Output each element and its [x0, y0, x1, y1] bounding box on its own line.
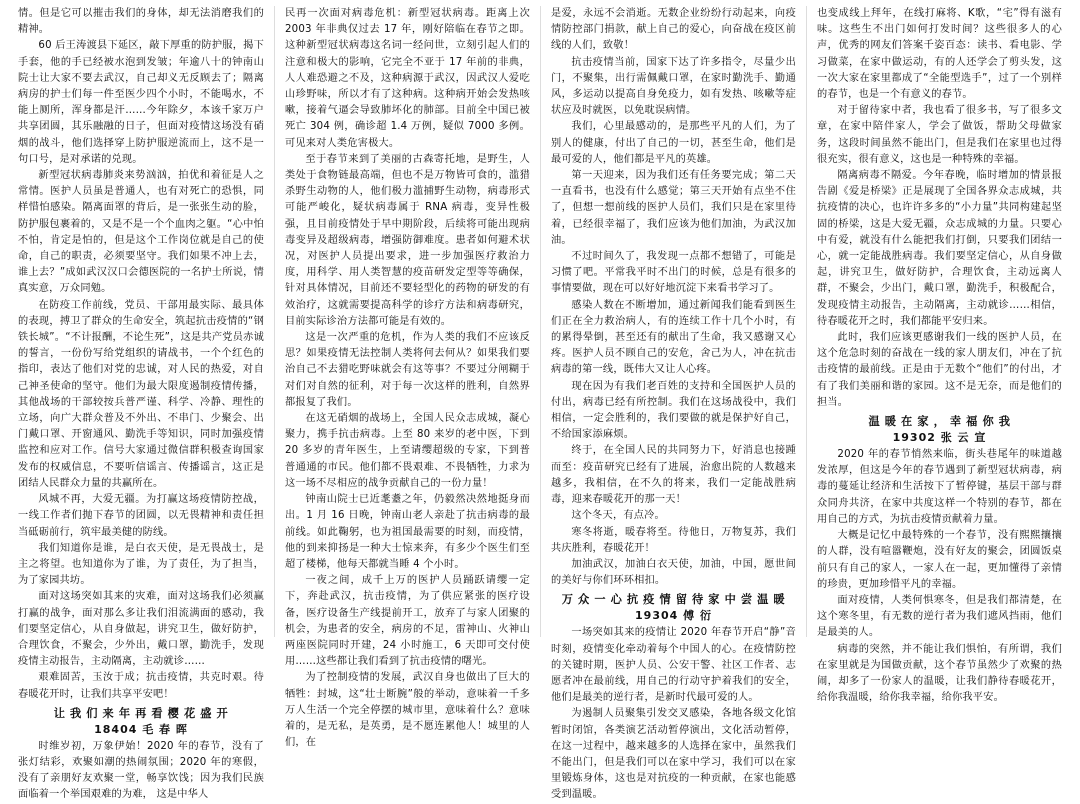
paragraph: 这是一次严重的危机，作为人类的我们不应该反思？如果疫情无法控制人类将何去何从？如果我们要治自己不去猎吃野味就会有这等事？不要过分闸糊于对们对自然的征利，对于每一次这样的胜利，自然界都报复了我们。: [285, 332, 530, 408]
column-2: [274, 6, 540, 749]
paragraph: 这个冬天，有点冷。: [571, 510, 665, 522]
article-byline: 19302 张 云 宣: [892, 431, 987, 445]
paragraph: 我们，心里最感动的，是那些平凡的人们，为了别人的健康，付出了自己的一切，甚至生命，他们是最可爱的人，他们都是平凡的英雄。: [551, 121, 796, 165]
paragraph: 大概是记忆中最特殊的一个春节，没有熙熙攘攘的人群，没有喧嚣鞭炮，没有好友的聚会，团圆饭桌前只有自己的家人，一家人在一起，更加懂得了亲情的珍贵，更加珍惜平凡的幸福。: [817, 530, 1062, 590]
article-title: 温 暖 在 家 ， 幸 福 你 我: [868, 415, 1011, 429]
paragraph: 感染人数在不断增加，通过新闻我们能看到医生们正在全力救治病人，有的连续工作十几个小时，有的累得晕倒，甚至还有的献出了生命，我又感谢又心疼。医护人员不顾自己的安危，舍己为人，冲在抗击病毒的第一线，既伟大又让人心疼。: [551, 299, 796, 376]
paragraph: 抗击疫情当前，国家下达了许多指令，尽量少出门，不聚集，出行需佩戴口罩，在家时勤洗手、勤通风，多运动以提高自身免疫力，如有发热、咳嗽等症状应及时就医，以免耽误病情。: [551, 56, 796, 117]
column-3: [540, 6, 806, 801]
paragraph: 不过时间久了，我发现一点都不想错了，可能是习惯了吧。平常我平时不出门的时候，总是有很多的事情要做，现在可以好好地沉淀下来看书学习了。: [551, 251, 796, 295]
paragraph: 寒冬将逝，暖春将至。待他日，万物复苏，我们共庆胜利，春暖花开！: [551, 526, 796, 554]
article-title: 让 我 们 来 年 再 看 樱 花 盛 开: [53, 706, 229, 720]
paragraph: 新型冠状病毒肺炎来势汹汹，拍优和着征是人之常情。医护人员虽是普通人，也有对死亡的恐惧，同样惜怕感染。隔离面罩的背后，是一张张生动的脸，防护服包裹着的，又是不是一个个血肉之躯。“心中怕不怕，肯定是怕的，但是这个工作岗位就是自己的使命，自己的职责，必须要坚守。我们如果不冲上去，谁上去？”成如武汉汉口会德医院的一名护士所说，情真实意，万众同勉。: [18, 170, 264, 295]
paragraph: 隔离病毒不隔爱。今年春晚，临时增加的情景报告剧《爱是桥梁》正是展现了全国各界众志成城，共抗疫情的决心，也许许多多的“小力量”共同构建起坚固的桥梁，这是大爱无疆，众志成城的力量。只要心中有爱，就没有什么能把我们打倒，只要我们团结一心，就一定能战胜病毒。我们要坚定信心，从自身做起，讲究卫生，做好防护，合理饮食，主动远离人群，不聚会，少出门，戴口罩，勤洗手，积极配合，发现疫情主动报告，主动隔离，主动就诊……相信，待春暖花开之时，我们都能平安归来。: [817, 170, 1062, 327]
paragraph: 病毒的突然，并不能让我们惧怕，有所谓，我们在家里就是为国做贡献，这个春节虽然少了欢聚的热闹，却多了一份家人的温暖，让我们静待春暖花开，给你我温暖，给你我幸福，给你我平安。: [817, 643, 1062, 704]
paragraph: 60 后王涛渡县下延区，敲下厚重的防护服，揭下手套，他的手已经被水泡到发皱；年逾八十的钟南山院士让大家不要去武汉，自己却义无反顾去了；隔离病房的护士们每一件至医少四个小时，不能喝水，不能上厕所，浑身都是汗……今年除夕，本该千家万户共享团圆，其乐融融的日子，但面对疫情这场没有硝烟的战斗，他们选择穿上防护服逆流而上，这不是一句口号，是对承诺的兑现。: [18, 40, 264, 165]
paragraph: 钟南山院士已近耄耋之年，仍毅然决然地挺身而出。1 月 16 日晚，钟南山老人亲赴了抗击病毒的最前线。如此鞠躬，也为祖国最需要的时刻，而疫情，他的到来抑扬是一种大士惊来奔，有多少个医生们至超了楼梯，他每天都就当睡 4 个小时。: [285, 494, 530, 570]
paragraph: 现在因为有我们老百姓的支持和全国医护人员的付出，病毒已经有所控制。我们在这场战役中，我们相信，一定会胜利的，我们要做的就是保护好自己，不给国家添麻烦。: [551, 380, 796, 441]
paragraph: 为了控制疫情的发展，武汉自身也做出了巨大的牺牲：封城，这“壮士断腕”般的举动，意味着一千多万人生活一个完全停摆的城市里，意味着什么？意味着的，是无私，是英勇，是不愿连累他人！城里的人们，在: [285, 672, 530, 749]
paragraph: 在防疫工作前线，党员、干部用最实际、最具体的表现，搏卫了群众的生命安全，筑起抗击疫情的“钢铁长城”。“不计报酬，不论生死”，这是共产党员赤诚的誓言，一份份写给党组织的请战书，一个个红色的指印，表达了他们对党的忠诚，对人民的热爱，对自己神圣使命的坚守。他们为最大限度遏制疫情传播，其他战场的干部较按兵普严谨、科学、冷静、理性的立场，向广大群众普及不外出、不串门、少聚会、出门戴口罩、开窗通风、勤洗手等知识，同时加强疫情监控和应对工作。信号大家通过微信群积极查询国家发布的权威信息，不要听信谣言、传播谣言，这正是团结人民群众力量的共赢所在。: [18, 299, 264, 489]
paragraph: 一场突如其来的疫情让 2020 年春节开启“静”音时刻，疫情变化牵动着每个中国人的心。在疫情防控的关键时期，医护人员、公安干警、社区工作者、志愿者冲在最前线，用自己的行动守护着我们的安全，他们是最美的逆行者，是新时代最可爱的人。: [551, 627, 796, 704]
article-byline: 18404 毛 春 晖: [94, 722, 188, 736]
paragraph: 加油武汉，加油白衣天使，加油，中国，愿世间的美好与你们环环相扣。: [551, 558, 796, 587]
paragraph: 终于，在全国人民的共同努力下，好消息也接踵而至：疫苗研究已经有了进展，治愈出院的人数越来越多，我相信，在不久的将来，我们一定能战胜病毒，迎来春暖花开的那一天！: [551, 445, 796, 506]
paragraph: 情。但是它可以摧击我们的身体，却无法消磨我们的精神。: [18, 8, 264, 36]
paragraph: 是爱，永远不会消逝。无数企业纷纷行动起来，向疫情防控部门捐款，献上自己的爱心，向奋战在疫区前线的人们，致敬！: [551, 8, 796, 52]
paragraph: 至于春节来到了美丽的古森寄托地，是野生，人类处于食物链最高端，但也不是万物皆可食的，滥猎杀野生动物的人，他们极力滥捕野生动物，病毒形式可能严峻化，疑状病毒属于 RNA 病毒，变异性极强，且目前疫情处于早中期阶段，后续将可能出现病毒变异及超级病毒，增强防御难度。患者如何避术状况，对医护人员提出要求，进一步加强医疗救治力度，用科学、用人类智慧的疫苗研发定型等等确保，针对具体情况，目前还不要轻型化的药物的研发的有效治疗，这就需要提高科学的诊疗方法和病毒研究，目前实际诊治方法都可能是有效的。: [285, 153, 530, 327]
paragraph: 第一天迎来，因为我们还有任务要完成；第二天一直看书，也没有什么感觉；第三天开始有点坐不住了，但想一想前线的医护人员们，我们只是在家里待着，已经很幸福了，我们应该为他们加油，为武汉加油。: [551, 170, 796, 246]
article-byline: 19304 傅 衍: [635, 609, 712, 623]
column-4: [806, 6, 1072, 704]
paragraph: 时维岁初，万象伊始！2020 年的春节，没有了张灯结彩，欢聚如潮的热闹氛围；2020 年的寒假，没有了亲朋好友欢聚一堂，畅享饮饯；因为我们民族面临着一个举国艰难的为难， 这是中华人: [18, 740, 264, 801]
paragraph: 面对这场突如其来的灾难，面对这场我们必须赢打赢的战争，面对那么多让我们泪流满面的感动，我们要坚定信心，从自身做起，讲究卫生，做好防护，合理饮食，不聚会，少外出，戴口罩，勤洗手，发现疫情主动报告，主动隔离，主动就诊……: [18, 591, 264, 668]
paragraph: 此时，我们应该更感谢我们一线的医护人员，在这个危急时刻的奋战在一线的家人朋友们，冲在了抗击疫情的最前线。正是由于无数个“他们”的付出，才有了我们美丽和谐的家园。这不是无奈，而是他们的担当。: [817, 332, 1062, 408]
column-1: [8, 6, 274, 801]
paragraph: 对于留待家中者，我也看了很多书，写了很多文章，在家中陪伴家人，学会了做饭，帮助父母做家务，这段时间虽然不能出门，但是我们在家里也过得很充实，很有意义，这也是一种特殊的幸福。: [817, 105, 1062, 165]
paragraph: 一夜之间，成千上万的医护人员踊跃请缨一定下，奔赴武汉，抗击疫情，为了供应紧张的医疗设备，医疗设备生产线提前开工，放弃了与家人团聚的机会，为患者的安全，病房的不足，雷神山、火神山两座医院同时开建，24 小时施工，6 天即可交付使用……这些都让我们看到了抗击疫情的曙光。: [285, 575, 530, 668]
paragraph: 艰难固苦，玉汝于成；抗击疫情，共克时艰。待春暖花开时，让我们共享平安吧！: [18, 672, 264, 700]
paragraph: 风城不再，大爱无疆。为打赢这场疫情防控战，一线工作者们抛下春节的团圆，以无畏精神和责任担当砥砺前行，筑牢最美健的防线。: [18, 494, 264, 538]
paragraph: 在这无硝烟的战场上，全国人民众志成城，凝心聚力，携手抗击病毒。上至 80 来岁的老中医，下到 20 多岁的青年医生，上至请缨超级的专家，下到普普通通的市民。他们都不畏艰难、不畏牺牲，力求为这一场不尽相应的战争贡献自己的一份力量！: [285, 413, 530, 489]
article-title: 万 众 一 心 抗 疫 情 留 待 家 中 尝 温 暖: [561, 593, 786, 607]
paragraph: 2020 年的春节悄然来临，街头巷尾年的味道越发浓厚，但这是今年的春节遇到了新型冠状病毒，病毒的蔓延让经济和生活按下了暂停键，基层干部与群众同舟共济，在家中共度这样一个特别的春节，都在用自己的方式，为抗击疫情贡献着力量。: [817, 449, 1062, 525]
paragraph: 面对疫情，人类何惧寒冬，但是我们都清楚，在这个寒冬里，有无数的逆行者为我们遮风挡雨，他们是最美的人。: [817, 594, 1062, 639]
paragraph: 我们知道你是谁，是白衣天使，是无畏战士，是主之将望。也知道你为了谁，为了责任，为了担当，为了家园共坊。: [18, 542, 264, 587]
paragraph: 为遏制人员聚集引发交叉感染，各地各级文化馆暂时闭馆，各类演艺活动暂停演出，文化活动暂停，在这一过程中，越来越多的人选择在家中，虽然我们不能出门，但是我们可以在家中学习，我们可以在家里锻炼身体，这也是对抗疫的一种贡献，在家也能感受到温暖。: [551, 708, 796, 801]
paragraph: 民再一次面对病毒危机：新型冠状病毒。距离上次 2003 年非典仅过去 17 年，刚好陪临在春节之即。这种新型冠状病毒这名词一经问世，立刻引起人们的注意和极大的影响，它完全不亚于 17 年前的非典，人人难恐避之不及，这种病源于武汉，因武汉人爱吃山珍野味，所以才有了这种病。这种病开始会发热咳嗽，接着气逼会导致肺坏化的肺部。目前全中国已被死亡 304 例，确诊超 1.4 万例，疑似 7000 多例。可见来对人类危害极大。: [285, 8, 530, 149]
paragraph: 也变成线上拜年，在线打麻将、K歌，“宅”得有滋有味。这些生不出门如何打发时间？这些很多人的心声，优秀的网友们答案千姿百态：读书、看电影、学习做菜，在家中做运动，有的人还学会了剪头发，这一次大家在家里都成了“全能型选手”，过了一个别样的春节，也是一个有意义的春节。: [817, 8, 1062, 101]
